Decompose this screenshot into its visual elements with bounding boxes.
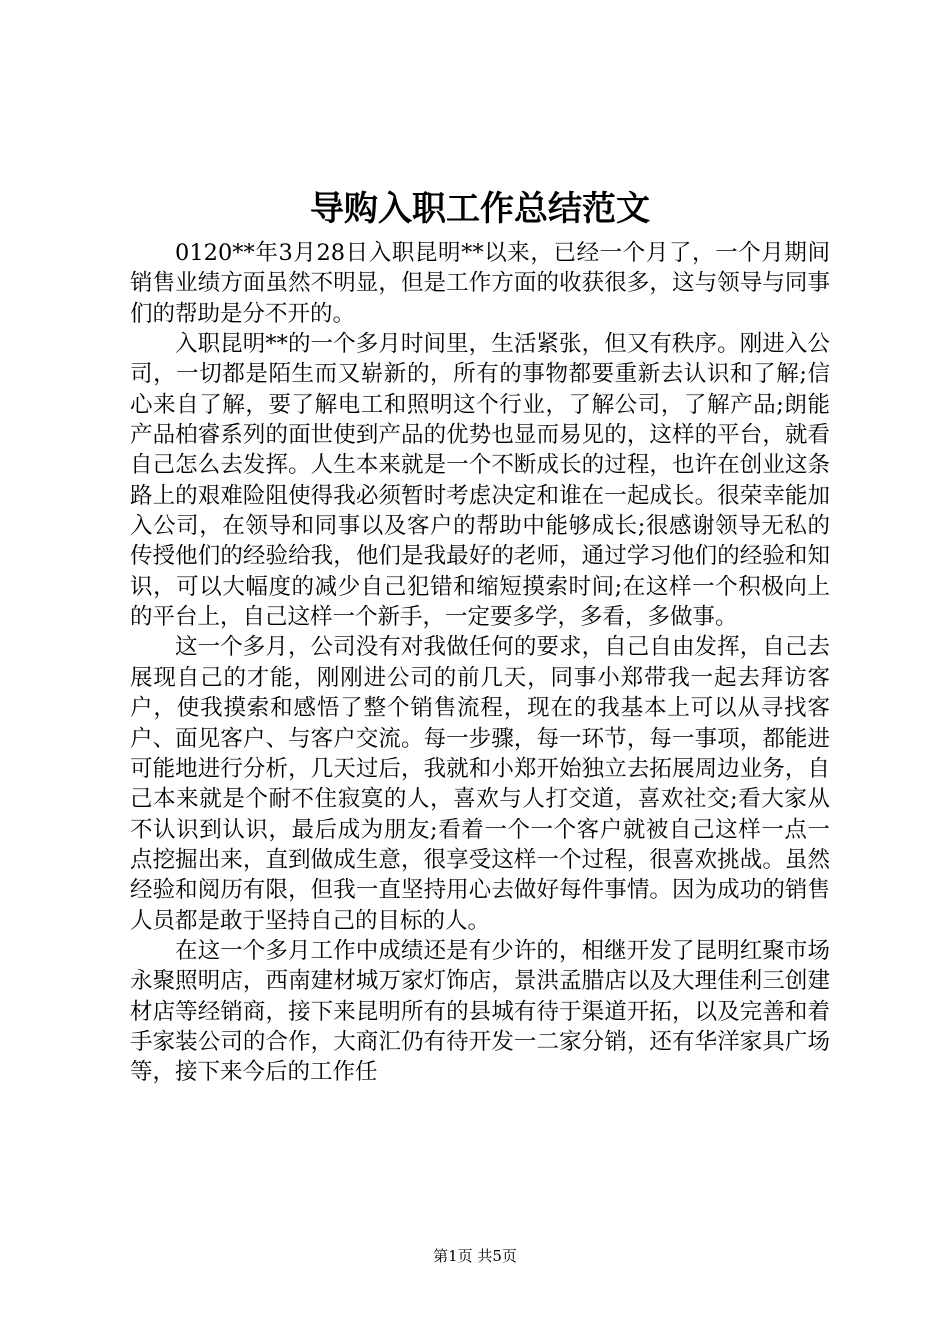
page-footer: 第1页 共5页	[433, 1247, 517, 1265]
paragraph-2: 入职昆明**的一个多月时间里，生活紧张，但又有秩序。刚进入公司，一切都是陌生而又崭新的，所有的事物都要重新去认识和了解;信心来自了解，要了解电工和照明这个行业，了解公司，了解产品;朗能产品柏睿系列的面世使到产品的优势也显而易见的，这样的平台，就看自己怎么去发挥。人生本来就是一个不断成长的过程，也许在创业这条路上的艰难险阻使得我必须暂时考虑决定和谁在一起成长。很荣幸能加入公司，在领导和同事以及客户的帮助中能够成长;很感谢领导无私的传授他们的经验给我，他们是我最好的老师，通过学习他们的经验和知识，可以大幅度的减少自己犯错和缩短摸索时间;在这样一个积极向上的平台上，自己这样一个新手，一定要多学，多看，多做事。	[130, 331, 830, 631]
paragraph-1: 0120**年3月28日入职昆明**以来，已经一个月了，一个月期间销售业绩方面虽然不明显，但是工作方面的收获很多，这与领导与同事们的帮助是分不开的。	[130, 240, 830, 327]
paragraph-4: 在这一个多月工作中成绩还是有少许的，相继开发了昆明红聚市场永聚照明店，西南建材城万家灯饰店，景洪孟腊店以及大理佳利三创建材店等经销商，接下来昆明所有的县城有待于渠道开拓，以及完善和着手家装公司的合作，大商汇仍有待开发一二家分销，还有华洋家具广场等，接下来今后的工作任	[130, 937, 830, 1086]
paragraph-3: 这一个多月，公司没有对我做任何的要求，自己自由发挥，自己去展现自己的才能，刚刚进公司的前几天，同事小郑带我一起去拜访客户，使我摸索和感悟了整个销售流程，现在的我基本上可以从寻找客户、面见客户、与客户交流。每一步骤，每一环节，每一事项，都能进可能地进行分析，几天过后，我就和小郑开始独立去拓展周边业务，自己本来就是个耐不住寂寞的人，喜欢与人打交道，喜欢社交;看大家从不认识到认识，最后成为朋友;看着一个一个客户就被自己这样一点一点挖掘出来，直到做成生意，很享受这样一个过程，很喜欢挑战。虽然经验和阅历有限，但我一直坚持用心去做好每件事情。因为成功的销售人员都是敢于坚持自己的目标的人。	[130, 634, 830, 934]
document-title: 导购入职工作总结范文	[310, 189, 650, 229]
document-body	[130, 238, 830, 1088]
